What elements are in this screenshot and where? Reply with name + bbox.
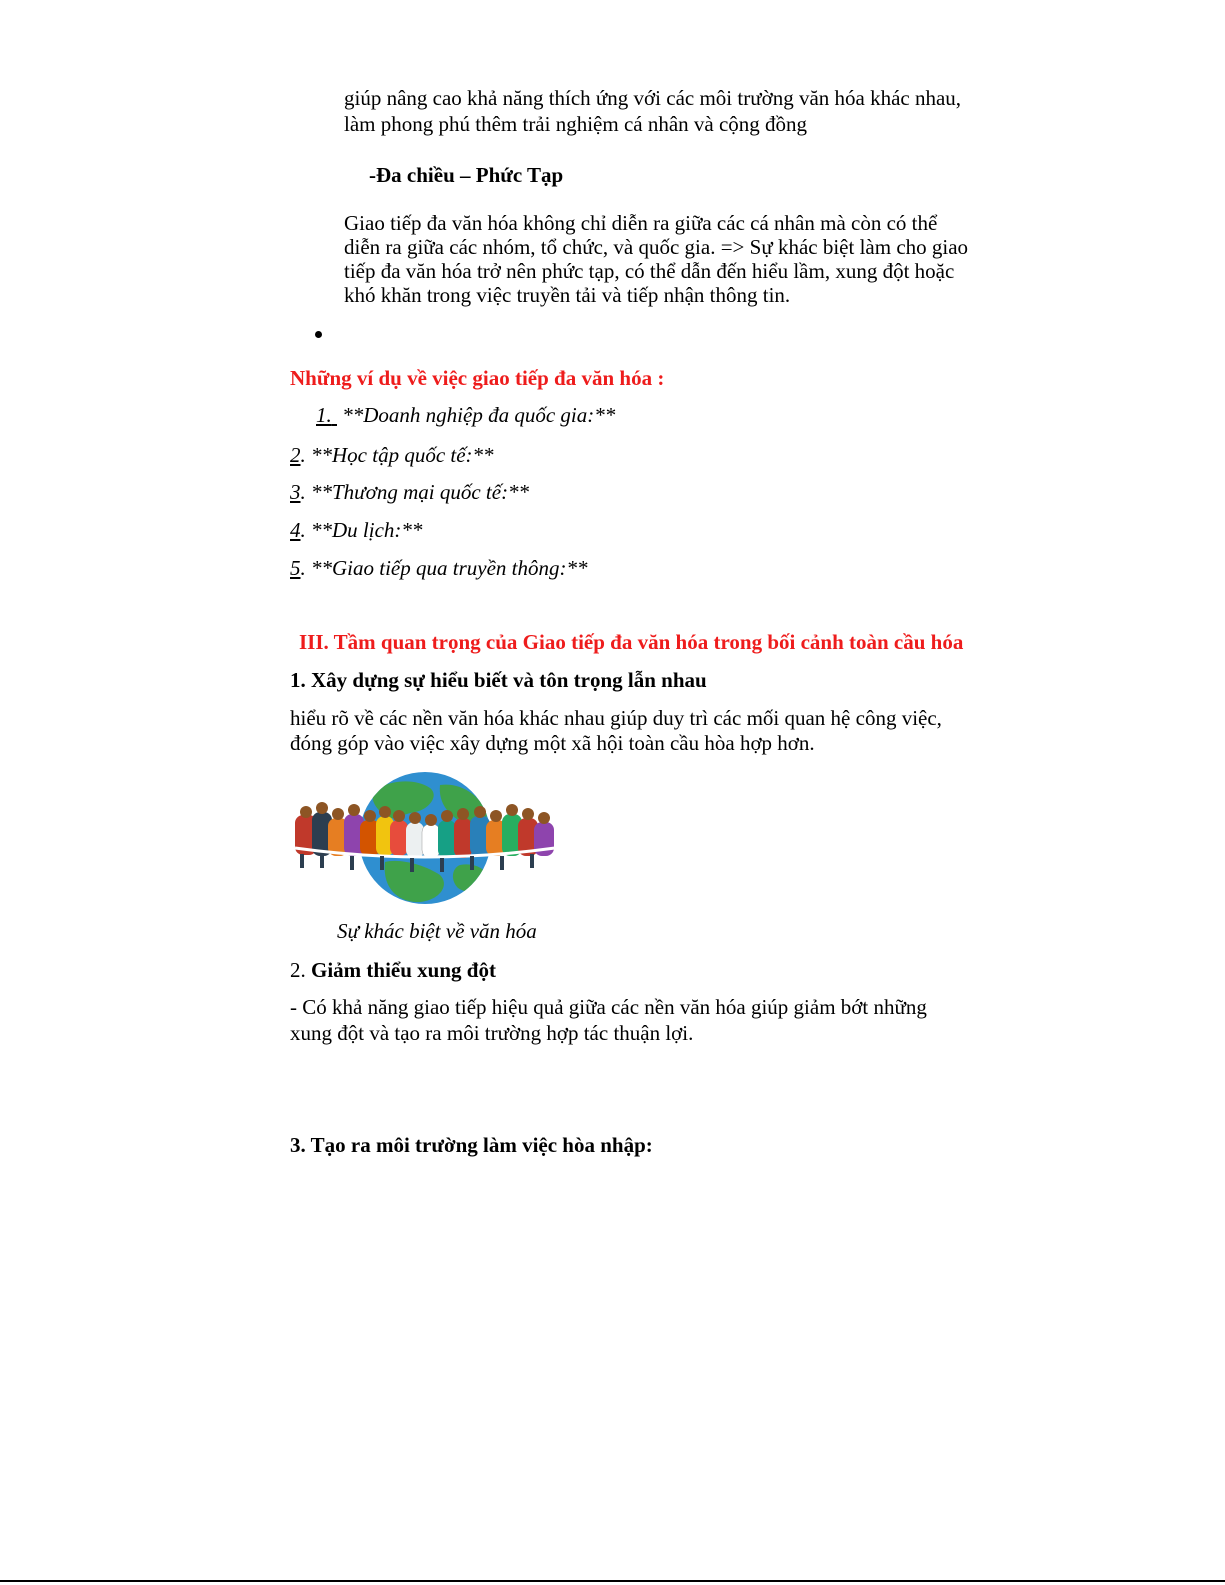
intro-line-2: làm phong phú thêm trải nghiệm cá nhân và cộng đồng <box>344 112 808 136</box>
sub2-number: 2. <box>290 958 311 982</box>
globe-people-illustration <box>290 770 560 905</box>
example-item-4 <box>290 518 422 543</box>
sub2-line-1: - Có khả năng giao tiếp hiệu quả giữa các nền văn hóa giúp giảm bớt những <box>290 995 927 1019</box>
intro-line-1: giúp nâng cao khả năng thích ứng với các môi trường văn hóa khác nhau, <box>344 86 962 110</box>
example-item-1-text: **Doanh nghiệp đa quốc gia:** <box>337 403 616 427</box>
figure-caption: Sự khác biệt về văn hóa <box>337 919 537 943</box>
sub1-line-1: hiểu rõ về các nền văn hóa khác nhau giúp duy trì các mối quan hệ công việc, <box>290 706 942 730</box>
example-item-3-number: 3 <box>290 480 301 504</box>
sub2-title: Giảm thiểu xung đột <box>311 958 496 982</box>
feature-line-3: tiếp đa văn hóa trở nên phức tạp, có thể dẫn đến hiểu lầm, xung đột hoặc <box>344 259 955 283</box>
example-item-2-text: . **Học tập quốc tế:** <box>300 443 494 467</box>
example-item-3-text: . **Thương mại quốc tế:** <box>300 480 530 504</box>
sub2-line-2: xung đột và tạo ra môi trường hợp tác thuận lợi. <box>290 1021 694 1045</box>
sub3-title: 3. Tạo ra môi trường làm việc hòa nhập: <box>290 1133 653 1157</box>
example-item-5-text: . **Giao tiếp qua truyền thông:** <box>300 556 588 580</box>
example-item-1-number: 1. <box>316 403 332 427</box>
example-item-5-number: 5 <box>290 556 301 580</box>
feature-line-4: khó khăn trong việc truyền tải và tiếp nhận thông tin. <box>344 283 791 307</box>
examples-heading: Những ví dụ về việc giao tiếp đa văn hóa : <box>290 366 665 390</box>
example-item-5 <box>290 556 587 581</box>
sub2-heading <box>290 958 496 983</box>
section3-heading: III. Tầm quan trọng của Giao tiếp đa văn hóa trong bối cảnh toàn cầu hóa <box>299 630 964 654</box>
example-item-4-text: . **Du lịch:** <box>300 518 423 542</box>
example-item-4-number: 4 <box>290 518 301 542</box>
bullet-dot <box>315 331 322 338</box>
feature-line-1: Giao tiếp đa văn hóa không chỉ diễn ra giữa các cá nhân mà còn có thể <box>344 211 938 235</box>
page-bottom-border <box>0 1580 1225 1582</box>
example-item-2-number: 2 <box>290 443 301 467</box>
example-item-2 <box>290 443 494 468</box>
feature-heading: -Đa chiều – Phức Tạp <box>369 163 564 187</box>
example-item-3 <box>290 480 529 505</box>
sub1-title: 1. Xây dựng sự hiểu biết và tôn trọng lẫn nhau <box>290 668 707 692</box>
sub1-line-2: đóng góp vào việc xây dựng một xã hội toàn cầu hòa hợp hơn. <box>290 731 815 755</box>
feature-line-2: diễn ra giữa các nhóm, tổ chức, và quốc gia. => Sự khác biệt làm cho giao <box>344 235 969 259</box>
example-item-1 <box>316 403 615 428</box>
